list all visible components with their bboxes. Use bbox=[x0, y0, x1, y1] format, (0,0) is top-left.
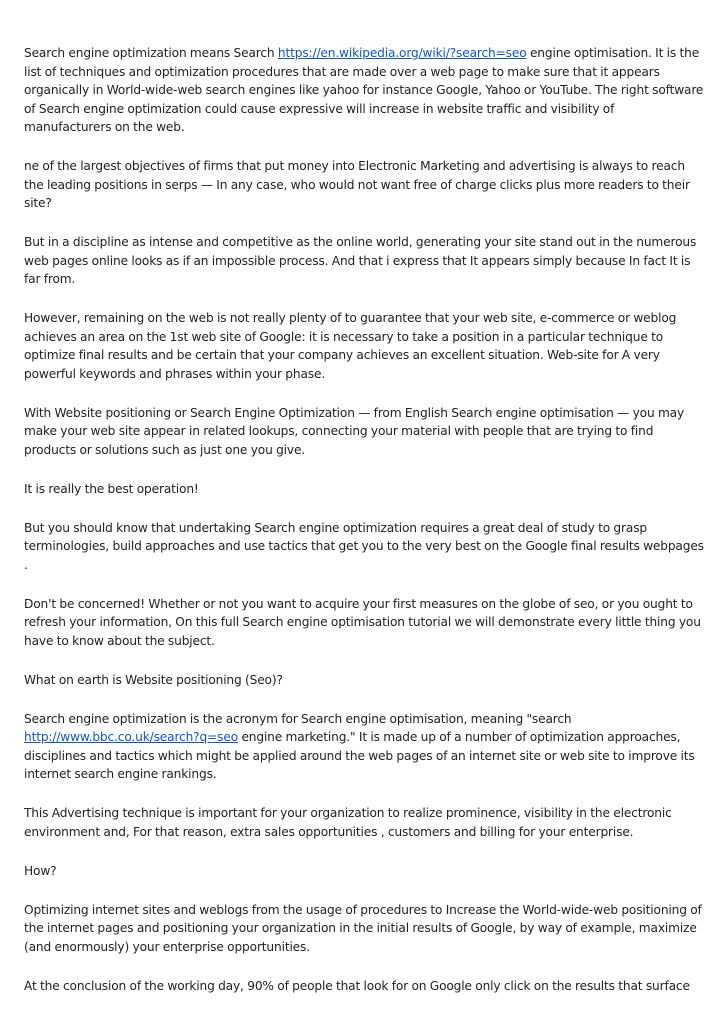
paragraph-objectives: ne of the largest objectives of firms that put money into Electronic Marketing and advertising is always to reach the leading positions in serps — In any case, who would not want free of charge clicks plus more readers to their site? bbox=[24, 159, 690, 210]
paragraph-optimizing-sites: Optimizing internet sites and weblogs from the usage of procedures to Increase the World-wide-web positioning of the internet pages and positioning your organization in the initial results of Google, by way of example, maximize (and enormously) your enterprise opportunities. bbox=[24, 902, 702, 954]
intro-text-after-link: engine optimisation. It is the list of techniques and optimization procedures that are made over a web page to make sure that it appears organically in World-wide-web search engines like yahoo for instance Google, Yahoo or YouTube. The right software of Search engine optimization could cause expressive will increase in website traffic and visibility of manufacturers on the web. bbox=[24, 46, 704, 134]
paragraph-how: How? bbox=[24, 863, 57, 878]
document-body bbox=[24, 44, 704, 1016]
paragraph-remaining-online: However, remaining on the web is not really plenty of to guarantee that your web site, e-commerce or weblog achieves an area on the 1st web site of Google: it is necessary to take a position in a particular technique to optimize final results and be certain that your company achieves an excellent situation. Web-site for A very powerful keywords and phrases within your phase. bbox=[24, 311, 677, 381]
intro-text-before-link: Search engine optimization means Search bbox=[24, 46, 278, 60]
paragraph-conclusion: At the conclusion of the working day, 90% of people that look for on Google only click on the results that surface bbox=[24, 978, 690, 993]
paragraph-acronym bbox=[24, 710, 704, 784]
wikipedia-search-link[interactable]: https://en.wikipedia.org/wiki/?search=seo bbox=[277, 46, 527, 60]
paragraph-discipline: But in a discipline as intense and competitive as the online world, generating your site stand out in the numerous web pages online looks as if an impossible process. And that i express that It appears simply because In fact It is far from. bbox=[24, 235, 697, 286]
paragraph-website-positioning: With Website positioning or Search Engine Optimization — from English Search engine optimisation — you may make your web site appear in related lookups, connecting your material with people that are trying to find products or solutions such as just one you give. bbox=[24, 405, 685, 457]
acronym-text-after-link: engine marketing." It is made up of a number of optimization approaches, disciplines and tactics which might be applied around the web pages of an internet site or web site to improve its internet search engine rankings. bbox=[24, 730, 695, 781]
acronym-text-before-link: Search engine optimization is the acronym for Search engine optimisation, meaning "search bbox=[24, 711, 572, 726]
paragraph-dont-be-concerned: Don't be concerned! Whether or not you want to acquire your first measures on the globe of seo, or you ought to refresh your information, On this full Search engine optimisation tutorial we will demonstrate every little thing you have to know about the subject. bbox=[24, 596, 701, 648]
bbc-search-link[interactable]: http://www.bbc.co.uk/search?q=seo bbox=[24, 730, 239, 744]
paragraph-what-is-seo: What on earth is Website positioning (Seo)? bbox=[24, 672, 283, 687]
paragraph-intro bbox=[24, 44, 704, 137]
paragraph-undertaking-seo: But you should know that undertaking Search engine optimization requires a great deal of study to grasp terminologies, build approaches and use tactics that get you to the very best on the Google final results webpages . bbox=[24, 520, 704, 572]
paragraph-advertising-technique: This Advertising technique is important for your organization to realize prominence, visibility in the electronic environment and, For that reason, extra sales opportunities , customers and billing for your enterprise. bbox=[24, 806, 672, 839]
paragraph-best-operation: It is really the best operation! bbox=[24, 481, 199, 496]
